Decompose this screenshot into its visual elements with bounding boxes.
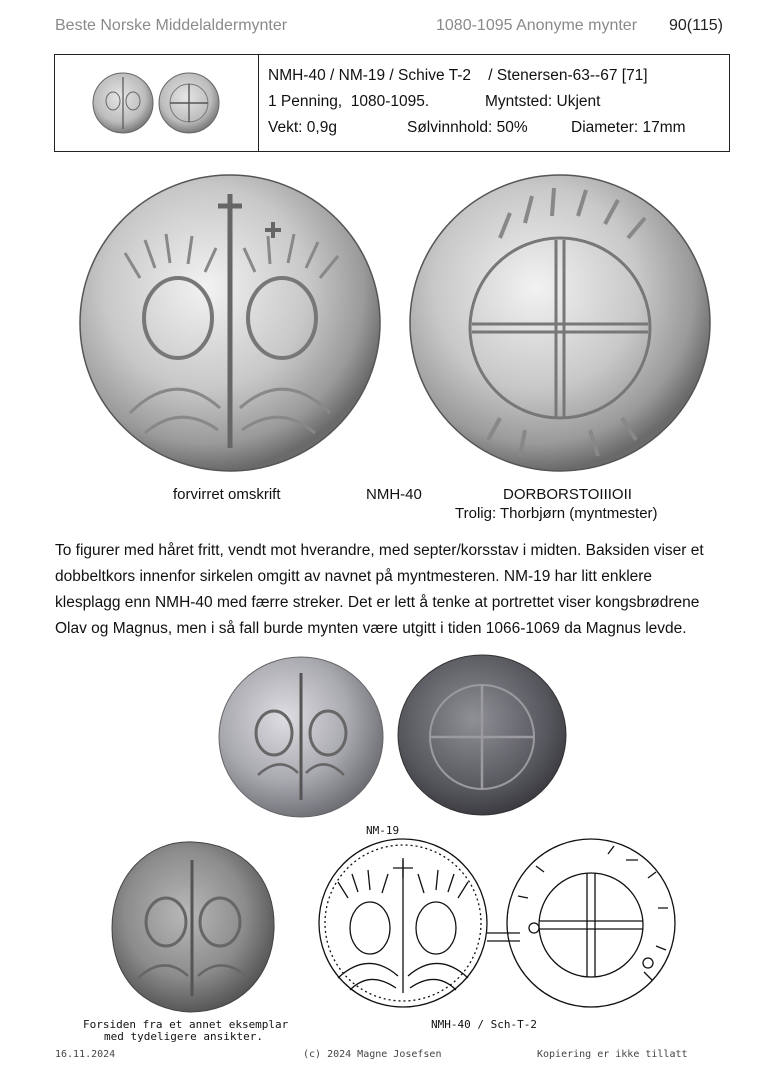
header-document-title: Beste Norske Middelaldermynter [55, 17, 288, 34]
coin-info-box [54, 54, 730, 152]
caption-center: NMH-40 [366, 486, 422, 503]
page-number: 90(115) [669, 17, 723, 34]
info-diameter: Diameter: 17mm [571, 119, 686, 136]
nm19-coin-photo [218, 655, 568, 820]
info-silver-content: Sølvinnhold: 50% [407, 119, 528, 136]
paragraph-line: dobbeltkors innenfor sirkelen omgitt av navnet på myntmesteren. NM-19 har litt enklere [55, 568, 653, 585]
paragraph-line: klesplagg enn NMH-40 med færre streker. Det er lett å tenke at portrettet viser kongsbrødrene [55, 594, 700, 611]
description-paragraph [55, 538, 735, 642]
reverse-coin [410, 175, 710, 471]
caption-reverse-inscription: DORBORSTOIIIOII [503, 486, 632, 503]
nmh40-line-drawing [308, 838, 678, 1008]
header-section-title: 1080-1095 Anonyme mynter [436, 17, 638, 34]
caption-obverse: forvirret omskrift [173, 486, 281, 503]
info-mint: Myntsted: Ukjent [485, 93, 601, 110]
obverse-coin [80, 175, 380, 471]
main-coin-photo [70, 168, 720, 478]
caption-reverse-note: Trolig: Thorbjørn (myntmester) [455, 505, 658, 522]
paragraph-line: Olav og Magnus, men i så fall burde mynten være utgitt i tiden 1066-1069 da Magnus levde. [55, 620, 687, 637]
info-catalog-refs: NMH-40 / NM-19 / Schive T-2 / Stenersen-63--67 [71] [268, 67, 648, 84]
footer-copyright: (c) 2024 Magne Josefsen [303, 1049, 442, 1060]
caption-line-drawing: NMH-40 / Sch-T-2 [431, 1018, 537, 1031]
info-denomination: 1 Penning, 1080-1095. [268, 93, 430, 110]
paragraph-line: To figurer med håret fritt, vendt mot hverandre, med septer/korsstav i midten. Baksiden viser et [55, 542, 704, 559]
caption-alternate-specimen-line2: med tydeligere ansikter. [104, 1030, 263, 1043]
caption-alternate-specimen-line1: Forsiden fra et annet eksemplar [83, 1018, 289, 1031]
info-weight: Vekt: 0,9g [268, 119, 337, 136]
thumbnail-cell [55, 55, 259, 151]
caption-nm19: NM-19 [366, 824, 400, 837]
alternate-specimen-photo [108, 838, 278, 1016]
footer-date: 16.11.2024 [55, 1049, 116, 1060]
coin-thumbnails-image [55, 55, 258, 151]
footer-notice: Kopiering er ikke tillatt [537, 1049, 688, 1060]
